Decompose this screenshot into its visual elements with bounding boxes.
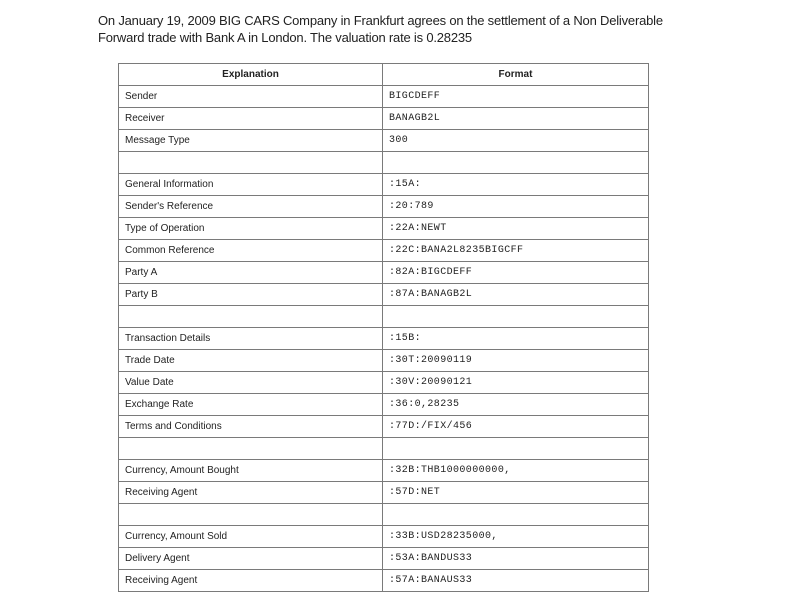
explanation-cell: Currency, Amount Bought: [119, 460, 383, 482]
format-cell: BANAGB2L: [383, 108, 649, 130]
format-column-header: Format: [383, 64, 649, 86]
table-row: [119, 108, 649, 130]
table-row: [119, 174, 649, 196]
format-cell: :82A:BIGCDEFF: [383, 262, 649, 284]
table-row: [119, 570, 649, 592]
explanation-cell: [119, 306, 383, 328]
table-body: [119, 86, 649, 592]
explanation-cell: Trade Date: [119, 350, 383, 372]
format-cell: BIGCDEFF: [383, 86, 649, 108]
format-cell: 300: [383, 130, 649, 152]
explanation-column-header: Explanation: [119, 64, 383, 86]
table-row: [119, 394, 649, 416]
format-cell: :33B:USD28235000,: [383, 526, 649, 548]
format-cell: [383, 306, 649, 328]
explanation-cell: Type of Operation: [119, 218, 383, 240]
format-cell: [383, 438, 649, 460]
format-cell: :87A:BANAGB2L: [383, 284, 649, 306]
table-row: [119, 548, 649, 570]
format-cell: :57D:NET: [383, 482, 649, 504]
table-row: [119, 526, 649, 548]
table-row: [119, 482, 649, 504]
format-cell: :22C:BANA2L8235BIGCFF: [383, 240, 649, 262]
format-cell: :32B:THB1000000000,: [383, 460, 649, 482]
format-cell: :30T:20090119: [383, 350, 649, 372]
table-header-row: [119, 64, 649, 86]
explanation-cell: Delivery Agent: [119, 548, 383, 570]
table-row: [119, 328, 649, 350]
explanation-cell: [119, 504, 383, 526]
table-row: [119, 152, 649, 174]
format-cell: :30V:20090121: [383, 372, 649, 394]
table-row: [119, 262, 649, 284]
explanation-cell: Terms and Conditions: [119, 416, 383, 438]
table-row: [119, 196, 649, 218]
format-cell: :57A:BANAUS33: [383, 570, 649, 592]
table-row: [119, 350, 649, 372]
table-row: [119, 218, 649, 240]
format-cell: [383, 152, 649, 174]
format-cell: [383, 504, 649, 526]
format-cell: :22A:NEWT: [383, 218, 649, 240]
table-row: [119, 284, 649, 306]
explanation-cell: General Information: [119, 174, 383, 196]
table-row: [119, 130, 649, 152]
explanation-cell: Receiving Agent: [119, 482, 383, 504]
explanation-cell: Sender: [119, 86, 383, 108]
table-row: [119, 504, 649, 526]
explanation-cell: Transaction Details: [119, 328, 383, 350]
format-cell: :53A:BANDUS33: [383, 548, 649, 570]
format-cell: :20:789: [383, 196, 649, 218]
table-row: [119, 372, 649, 394]
explanation-cell: [119, 438, 383, 460]
intro-line-1: On January 19, 2009 BIG CARS Company in Frankfurt agrees on the settlement of a Non Deliverable: [98, 13, 663, 28]
explanation-cell: Party B: [119, 284, 383, 306]
mt300-message-table: [118, 63, 649, 592]
intro-paragraph: [98, 12, 778, 46]
explanation-cell: Value Date: [119, 372, 383, 394]
format-cell: :15A:: [383, 174, 649, 196]
table-row: [119, 460, 649, 482]
explanation-cell: Exchange Rate: [119, 394, 383, 416]
explanation-cell: Message Type: [119, 130, 383, 152]
explanation-cell: Sender's Reference: [119, 196, 383, 218]
table-row: [119, 416, 649, 438]
explanation-cell: Receiving Agent: [119, 570, 383, 592]
format-cell: :77D:/FIX/456: [383, 416, 649, 438]
explanation-cell: Common Reference: [119, 240, 383, 262]
explanation-cell: Receiver: [119, 108, 383, 130]
table-row: [119, 86, 649, 108]
table-row: [119, 306, 649, 328]
explanation-cell: [119, 152, 383, 174]
format-cell: :36:0,28235: [383, 394, 649, 416]
table-row: [119, 438, 649, 460]
format-cell: :15B:: [383, 328, 649, 350]
table-row: [119, 240, 649, 262]
explanation-cell: Party A: [119, 262, 383, 284]
intro-line-2: Forward trade with Bank A in London. The valuation rate is 0.28235: [98, 30, 472, 45]
explanation-cell: Currency, Amount Sold: [119, 526, 383, 548]
